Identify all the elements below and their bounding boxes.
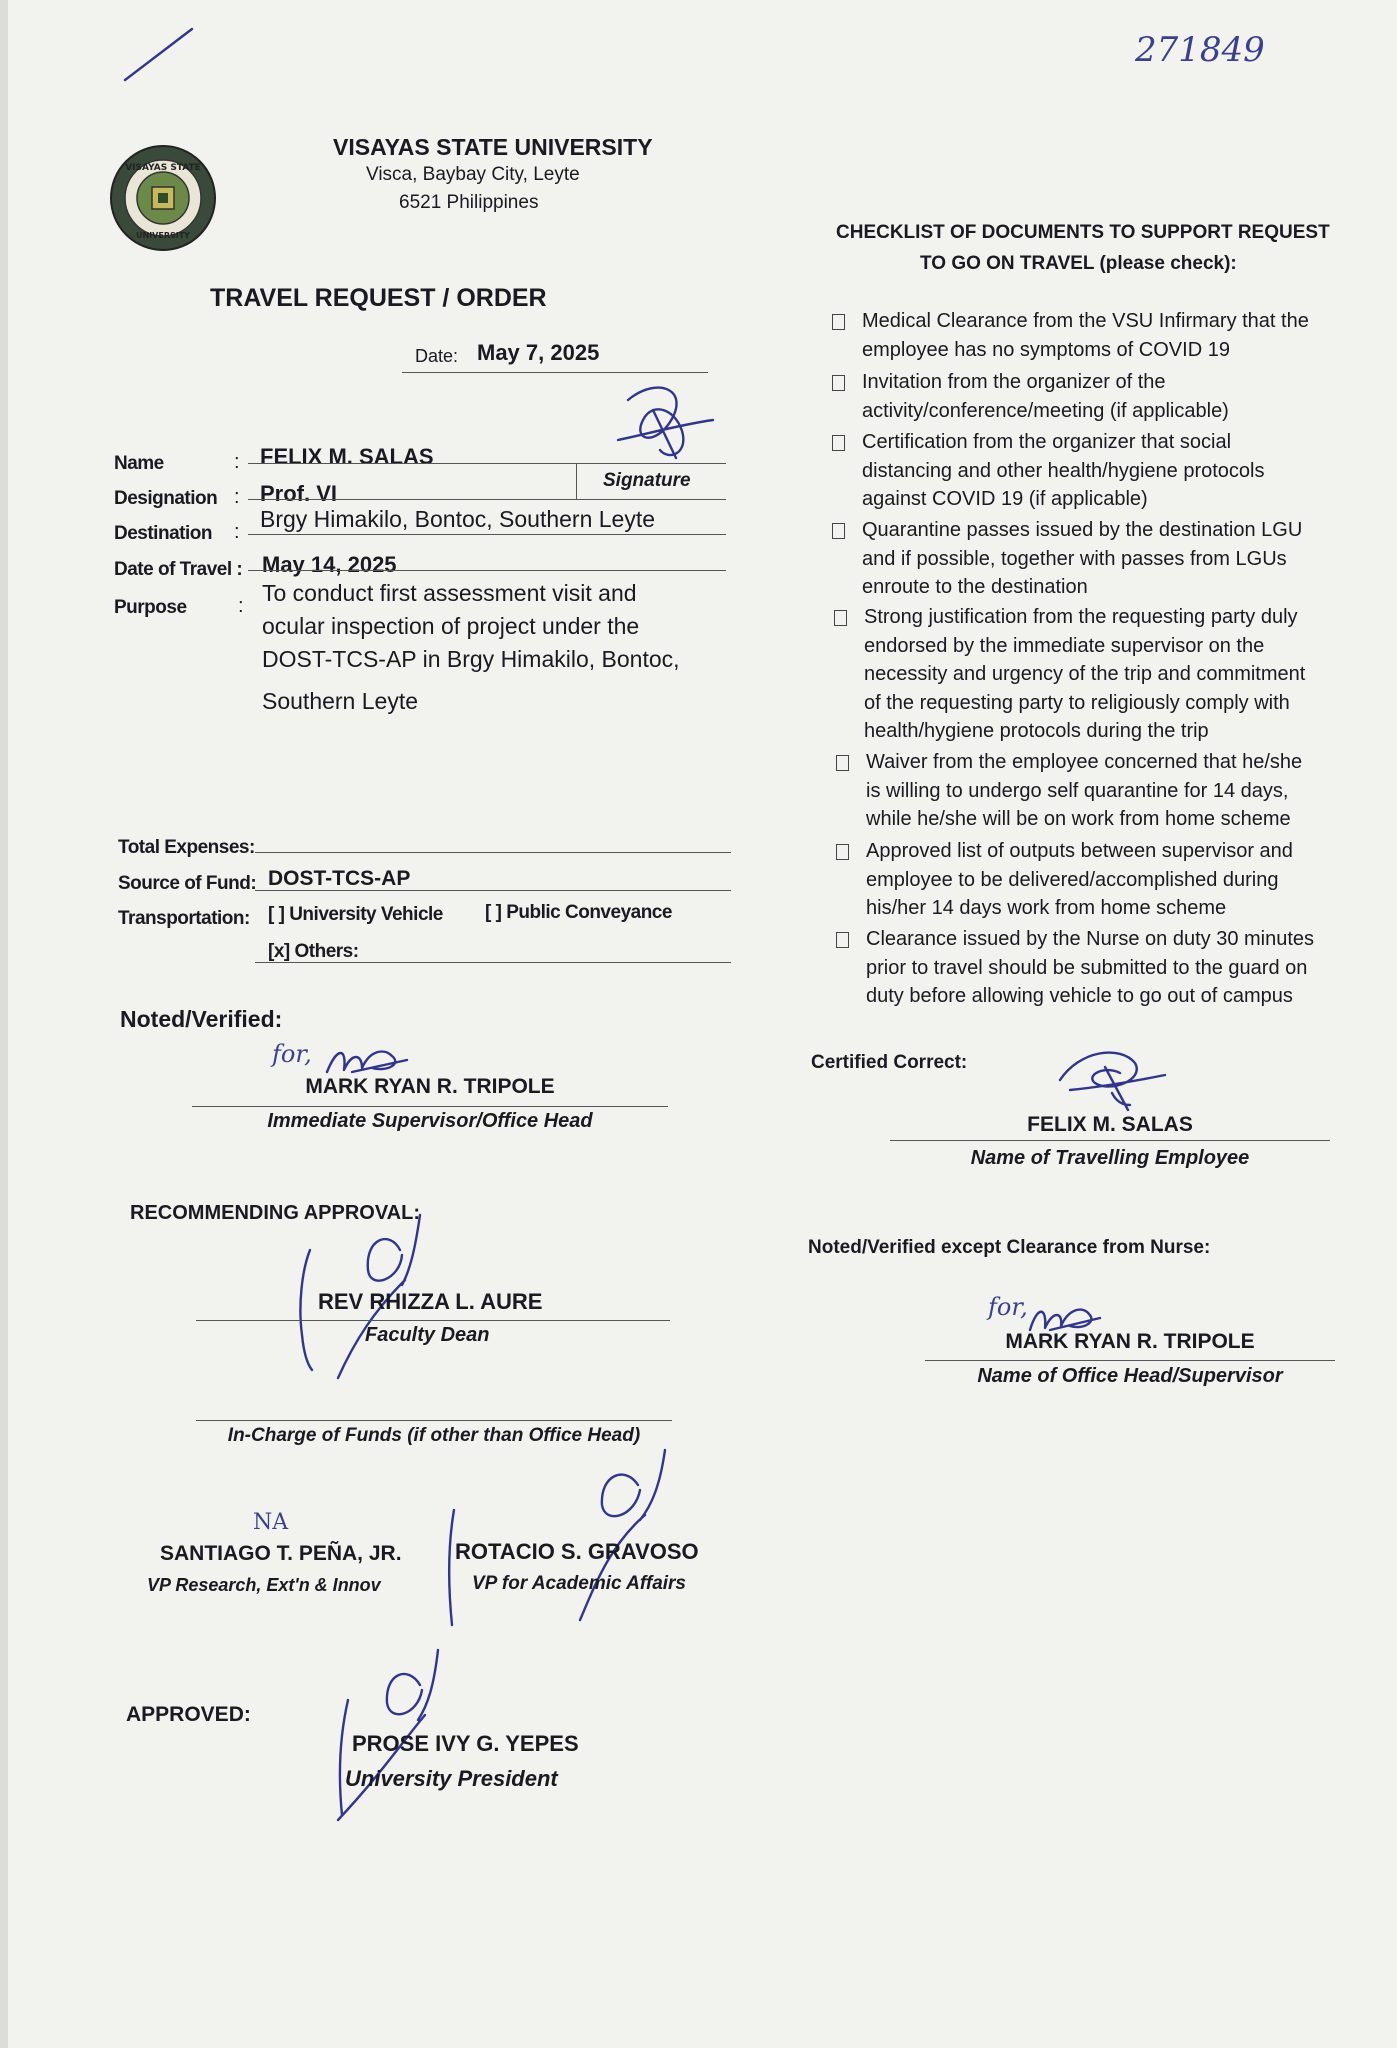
transport-university-option: [ ] University Vehicle [268, 904, 443, 925]
vp-academic-title: VP for Academic Affairs [472, 1573, 687, 1594]
checklist-item-text: necessity and urgency of the trip and commitment [864, 663, 1306, 685]
checklist-item [836, 837, 1376, 923]
recommending-approval-label: RECOMMENDING APPROVAL: [130, 1202, 420, 1224]
designation-label: Designation [114, 488, 218, 509]
checklist-item-text: endorsed by the immediate supervisor on the [864, 634, 1265, 657]
colon: : [234, 451, 240, 473]
corner-number: 271849 [1135, 30, 1265, 70]
signature-label: Signature [603, 470, 691, 491]
checklist-item [832, 428, 1372, 514]
checkbox-icon [832, 314, 845, 330]
designation-value: Prof. VI [260, 481, 338, 506]
employee-title: Name of Travelling Employee [970, 1147, 1250, 1169]
seal-text-bottom: UNIVERSITY [136, 231, 190, 240]
dean-title: Faculty Dean [365, 1324, 490, 1346]
purpose-label: Purpose [114, 597, 187, 618]
checklist-item-text: enroute to the destination [862, 576, 1088, 598]
date-label: Date: [415, 346, 459, 366]
university-address-line2: 6521 Philippines [399, 192, 539, 213]
transport-public-option: [ ] Public Conveyance [485, 902, 672, 923]
president-name: PROSE IVY G. YEPES [352, 1731, 579, 1756]
noted2-for-mark: for, [988, 1293, 1028, 1321]
checkbox-icon [834, 610, 847, 626]
checkbox-icon [836, 932, 849, 948]
noted-verified-nurse-label: Noted/Verified except Clearance from Nurse: [808, 1237, 1211, 1258]
purpose-line: ocular inspection of project under the [262, 613, 640, 639]
vp-research-title: VP Research, Ext'n & Innov [147, 1575, 381, 1595]
source-of-fund-value: DOST-TCS-AP [268, 867, 411, 890]
checkbox-icon [832, 375, 845, 391]
checklist-item-text: Certification from the organizer that social [862, 431, 1232, 453]
in-charge-of-funds-title: In-Charge of Funds (if other than Office Head) [227, 1425, 641, 1446]
supervisor-title: Immediate Supervisor/Office Head [267, 1110, 593, 1132]
checklist-item-text: prior to travel should be submitted to the guard on [866, 956, 1308, 979]
not-applicable-mark: NA [253, 1510, 289, 1535]
checklist-item-text: Approved list of outputs between supervisor and [866, 840, 1293, 862]
source-of-fund-label: Source of Fund: [118, 873, 257, 894]
checklist-item-text: employee has no symptoms of COVID 19 [862, 338, 1230, 361]
dean-name: REV RHIZZA L. AURE [318, 1289, 543, 1314]
checklist-item [832, 307, 1372, 364]
checklist-title-line2: TO GO ON TRAVEL (please check): [920, 253, 1237, 274]
checklist-item-text: is willing to undergo self quarantine for 14 days, [866, 779, 1289, 802]
checklist-item-text: Strong justification from the requesting party duly [864, 606, 1298, 628]
purpose-line: DOST-TCS-AP in Brgy Himakilo, Bontoc, [262, 646, 680, 672]
noted-verified-label: Noted/Verified: [120, 1006, 283, 1032]
transportation-label: Transportation: [118, 908, 250, 929]
checklist-item [834, 603, 1374, 746]
office-head-name: MARK RYAN R. TRIPOLE [1005, 1330, 1255, 1353]
vp-academic-signature [440, 1445, 680, 1630]
form-title: TRAVEL REQUEST / ORDER [210, 284, 547, 312]
employee-name: FELIX M. SALAS [1027, 1113, 1193, 1136]
supervisor-name: MARK RYAN R. TRIPOLE [305, 1075, 555, 1098]
approved-label: APPROVED: [126, 1703, 251, 1726]
checklist-item-text: of the requesting party to religiously comply with [864, 691, 1290, 714]
university-address-line1: Visca, Baybay City, Leyte [366, 164, 580, 185]
checklist-item-text: and if possible, together with passes from LGUs [862, 547, 1287, 570]
president-title: University President [345, 1766, 558, 1791]
checklist-item [832, 368, 1372, 425]
checklist-item [832, 516, 1372, 602]
checklist-item-text: while he/she will be on work from home scheme [866, 808, 1291, 830]
checklist-title-line1: CHECKLIST OF DOCUMENTS TO SUPPORT REQUEST [836, 222, 1330, 243]
vp-research-name: SANTIAGO T. PEÑA, JR. [160, 1542, 402, 1565]
destination-value: Brgy Himakilo, Bontoc, Southern Leyte [260, 506, 656, 532]
checkbox-icon [832, 435, 845, 451]
purpose-line: Southern Leyte [262, 688, 419, 714]
checkbox-icon [836, 755, 849, 771]
checklist-item-text: against COVID 19 (if applicable) [862, 488, 1148, 510]
colon: : [234, 486, 240, 508]
date-of-travel-label: Date of Travel : [114, 559, 243, 580]
vp-academic-name: ROTACIO S. GRAVOSO [455, 1539, 699, 1564]
checklist-item-text: duty before allowing vehicle to go out of campus [866, 985, 1293, 1007]
checklist-item [836, 925, 1376, 1011]
office-head-title: Name of Office Head/Supervisor [977, 1365, 1283, 1387]
name-value: FELIX M. SALAS [260, 444, 434, 469]
destination-label: Destination [114, 523, 212, 544]
applicant-signature [598, 380, 718, 470]
colon: : [234, 521, 240, 543]
checklist-item-text: Clearance issued by the Nurse on duty 30 minutes [866, 928, 1315, 950]
checkbox-icon [832, 523, 845, 539]
certified-correct-label: Certified Correct: [811, 1052, 968, 1073]
transport-others-option: [x] Others: [268, 941, 359, 962]
checklist-item-text: Waiver from the employee concerned that he/she [866, 751, 1303, 773]
name-label: Name [114, 453, 164, 474]
checklist-item-text: Invitation from the organizer of the [862, 371, 1166, 393]
university-name: VISAYAS STATE UNIVERSITY [333, 134, 653, 160]
checklist-item-text: health/hygiene protocols during the trip [864, 720, 1209, 742]
checkbox-icon [836, 844, 849, 860]
checklist-item-text: Medical Clearance from the VSU Infirmary that the [862, 310, 1309, 332]
checklist-item-text: Quarantine passes issued by the destination LGU [862, 519, 1303, 541]
university-seal [110, 145, 220, 255]
date-of-travel-value: May 14, 2025 [262, 552, 397, 577]
checklist-item-text: employee to be delivered/accomplished during [866, 868, 1279, 891]
employee-signature [1050, 1045, 1170, 1115]
date-value: May 7, 2025 [477, 340, 600, 365]
checklist-item [836, 748, 1376, 834]
checklist-item-text: his/her 14 days work from home scheme [866, 897, 1227, 919]
checklist-item-text: activity/conference/meeting (if applicable) [862, 399, 1229, 422]
corner-slash-mark [120, 25, 200, 85]
checklist-item-text: distancing and other health/hygiene protocols [862, 459, 1265, 482]
noted-for-mark: for, [272, 1040, 312, 1068]
seal-text-top: VISAYAS STATE [125, 163, 201, 173]
purpose-line: To conduct first assessment visit and [262, 580, 637, 606]
colon: : [238, 595, 244, 617]
total-expenses-label: Total Expenses: [118, 837, 255, 858]
